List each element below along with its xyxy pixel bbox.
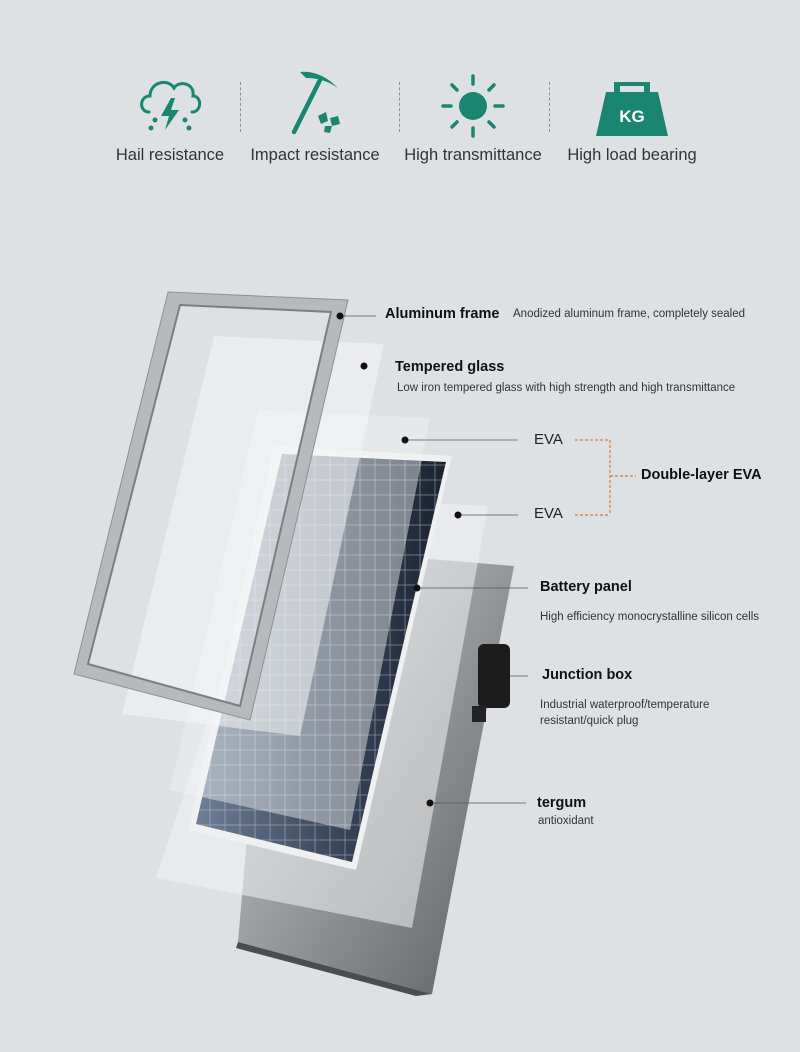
feature-label: Impact resistance — [250, 146, 380, 164]
frame-title: Aluminum frame — [385, 306, 500, 322]
leader-dot — [337, 313, 344, 320]
junction-desc-line2: resistant/quick plug — [540, 715, 639, 727]
tergum-desc: antioxidant — [538, 815, 594, 827]
leader-dot — [455, 512, 462, 519]
eva-group-title: Double-layer EVA — [641, 467, 762, 483]
leader-dot — [361, 363, 368, 370]
eva-top-label: EVA — [534, 431, 563, 448]
feature-label: Hail resistance — [115, 146, 225, 164]
junction-desc-line1: Industrial waterproof/temperature — [540, 699, 710, 711]
junction-box — [478, 644, 510, 708]
frame-desc: Anodized aluminum frame, completely sealed — [513, 308, 746, 320]
leader-dot — [427, 800, 434, 807]
eva-bottom-label: EVA — [534, 505, 563, 522]
junction-title: Junction box — [542, 667, 633, 683]
glass-desc: Low iron tempered glass with high strength and high transmittance — [397, 382, 736, 394]
weight-icon-text: KG — [619, 107, 645, 126]
eva-bracket — [575, 440, 636, 515]
feature-label: High load bearing — [567, 146, 697, 164]
tergum-title: tergum — [537, 795, 587, 811]
feature-label: High transmittance — [404, 146, 542, 164]
battery-title: Battery panel — [540, 579, 632, 595]
leader-dot — [402, 437, 409, 444]
glass-title: Tempered glass — [395, 359, 505, 375]
battery-desc: High efficiency monocrystalline silicon cells — [540, 611, 760, 623]
junction-box-clip — [472, 706, 486, 722]
leader-dot — [414, 585, 421, 592]
